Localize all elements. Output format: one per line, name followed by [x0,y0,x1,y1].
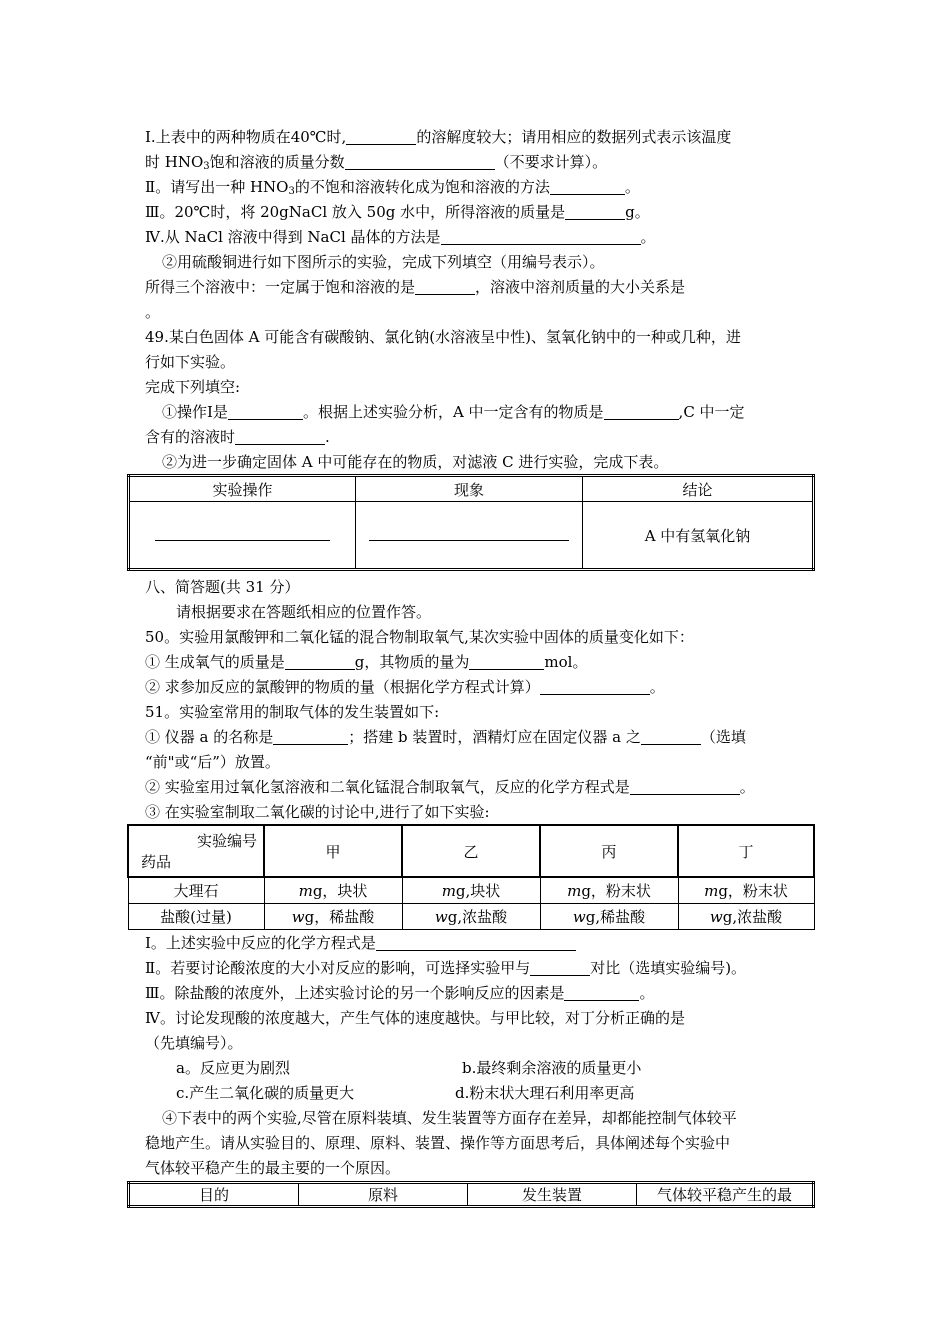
q48-sub2-answer-line: 所得三个溶液中：一定属于饱和溶液的是 ，溶液中溶剂质量的大小关系是 [145,278,686,296]
table-corner-cell [128,825,264,877]
q49-line2: 行如下实验。 [145,353,236,371]
row-label: 大理石 [128,877,264,903]
answer-blank[interactable] [369,526,569,541]
q51-sub3-line: ③ 在实验室制取二氧化碳的讨论中,进行了如下实验: [145,803,490,821]
table-header: 实验操作 [129,476,356,502]
q51-sub2-line: ② 实验室用过氧化氢溶液和二氧化锰混合制取氧气，反应的化学方程式是 。 [145,778,755,796]
answer-blank[interactable] [345,155,495,170]
answer-blank[interactable] [376,936,576,951]
q48-part2-line: Ⅱ。请写出一种 $HNO_3$的不饱和溶液转化成为饱和溶液的方法 。 [145,178,640,197]
answer-blank[interactable] [564,986,639,1001]
table-header: 结论 [583,476,814,502]
answer-blank[interactable] [550,180,625,195]
option-a: a。反应更为剧烈 [176,1059,290,1077]
q51-sub3-part4-line1: Ⅳ。讨论发现酸的浓度越大，产生气体的速度越快。与甲比较，对丁分析正确的是 [145,1009,685,1027]
table-cell: mg,块状 [402,877,540,903]
q48-part4-line: Ⅳ.从 NaCl 溶液中得到 NaCl 晶体的方法是 。 [145,228,656,246]
q50-line1: 50。实验用氯酸钾和二氧化锰的混合物制取氧气,某次实验中固体的质量变化如下： [145,628,694,646]
q51-sub4-line2: 稳地产生。请从实验目的、原理、原料、装置、操作等方面思考后，具体阐述每个实验中 [145,1134,731,1152]
q49-sub1-line1: ①操作Ⅰ是 。根据上述实验分析，A 中一定含有的物质是 ,C 中一定 [162,403,745,421]
answer-blank[interactable] [415,280,475,295]
q48-part3-line: Ⅲ。20℃时，将 20gNaCl 放入 50g 水中，所得溶液的质量是 g。 [145,203,650,221]
answer-blank[interactable] [441,230,641,245]
q49-line3: 完成下列填空: [145,378,241,396]
q51-line1: 51。实验室常用的制取气体的发生装置如下: [145,703,440,721]
q51-sub3-part2: Ⅱ。若要讨论酸浓度的大小对反应的影响，可选择实验甲与 对比（选填实验编号)。 [145,959,747,977]
table-cell: mg，块状 [264,877,402,903]
q51-sub4-line3: 气体较平稳产生的最主要的一个原因。 [145,1159,401,1177]
answer-blank[interactable] [285,655,355,670]
section-8-instruction: 请根据要求在答题纸相应的位置作答。 [176,603,432,621]
section-8-heading: 八、简答题(共 31 分） [145,578,300,596]
q49-line1: 49.某白色固体 A 可能含有碳酸钠、氯化钠(水溶液呈中性)、氢氧化钠中的一种或几种，进 [145,328,741,346]
table-cell: wg,浓盐酸 [678,903,814,929]
answer-blank[interactable] [641,730,701,745]
q48-part1-line2: 时 $HNO_3$饱和溶液的质量分数 （不要求计算）。 [145,153,608,172]
table-cell: wg,浓盐酸 [402,903,540,929]
answer-blank[interactable] [530,961,590,976]
table-cell: mg，粉末状 [540,877,678,903]
q48-sub2-line: ②用硫酸铜进行如下图所示的实验，完成下列填空（用编号表示）。 [162,253,605,271]
table-cell [129,502,356,570]
q48-part1-line1: Ⅰ.上表中的两种物质在40℃时, 的溶解度较大；请用相应的数据列式表示该温度 [145,128,732,146]
table-header: 甲 [264,825,402,877]
table-cell: wg,稀盐酸 [540,903,678,929]
q48-end-line: 。 [145,303,161,321]
table-header: 目的 [129,1183,299,1207]
q49-sub2-line: ②为进一步确定固体 A 中可能存在的物质，对滤液 C 进行实验，完成下表。 [162,453,669,471]
answer-blank[interactable] [155,526,330,541]
table-header: 现象 [356,476,583,502]
answer-blank[interactable] [630,780,740,795]
answer-blank[interactable] [346,130,416,145]
table-header: 丙 [540,825,678,877]
table-cell: wg，稀盐酸 [264,903,402,929]
answer-blank[interactable] [604,405,679,420]
option-c: c.产生二氧化碳的质量更大 [176,1084,355,1102]
q49-result-table [127,474,815,571]
answer-blank[interactable] [565,205,625,220]
answer-blank[interactable] [540,680,650,695]
table-header: 原料 [299,1183,468,1207]
q51-sub3-part4-line2: （先填编号）。 [145,1034,243,1052]
q50-sub1-line: ① 生成氧气的质量是 g，其物质的量为 mol。 [145,653,588,671]
table-header: 丁 [678,825,814,877]
q50-sub2-line: ② 求参加反应的氯酸钾的物质的量（根据化学方程式计算） 。 [145,678,665,696]
table-header: 发生装置 [468,1183,637,1207]
answer-blank[interactable] [273,730,348,745]
table-header: 乙 [402,825,540,877]
answer-blank[interactable] [235,430,325,445]
row-label: 盐酸(过量) [128,903,264,929]
q51-sub3-part1: Ⅰ。上述实验中反应的化学方程式是 [145,933,576,953]
option-d: d.粉末状大理石利用率更高 [455,1084,635,1102]
table-cell [356,502,583,570]
table-cell: mg，粉末状 [678,877,814,903]
q51-experiment-table [127,824,815,930]
q51-sub1-line1: ① 仪器 a 的名称是 ；搭建 b 装置时，酒精灯应在固定仪器 a 之 （选填 [145,728,746,746]
table-cell: A 中有氢氧化钠 [583,502,814,570]
corner-bottom-label: 药品 [141,853,172,871]
option-b: b.最终剩余溶液的质量更小 [462,1059,642,1077]
table-header: 气体较平稳产生的最 [637,1183,814,1207]
answer-blank[interactable] [228,405,303,420]
q51-sub3-part3: Ⅲ。除盐酸的浓度外，上述实验讨论的另一个影响反应的因素是 。 [145,984,655,1002]
corner-top-label: 实验编号 [196,832,257,850]
q51-sub1-line2: “前"或“后”）放置。 [145,753,280,771]
answer-blank[interactable] [469,655,544,670]
q51-sub4-table [127,1181,815,1208]
q51-sub4-line1: ④下表中的两个实验,尽管在原料装填、发生装置等方面存在差异，却都能控制气体较平 [162,1109,737,1127]
q49-sub1-line2: 含有的溶液时 . [145,428,330,446]
